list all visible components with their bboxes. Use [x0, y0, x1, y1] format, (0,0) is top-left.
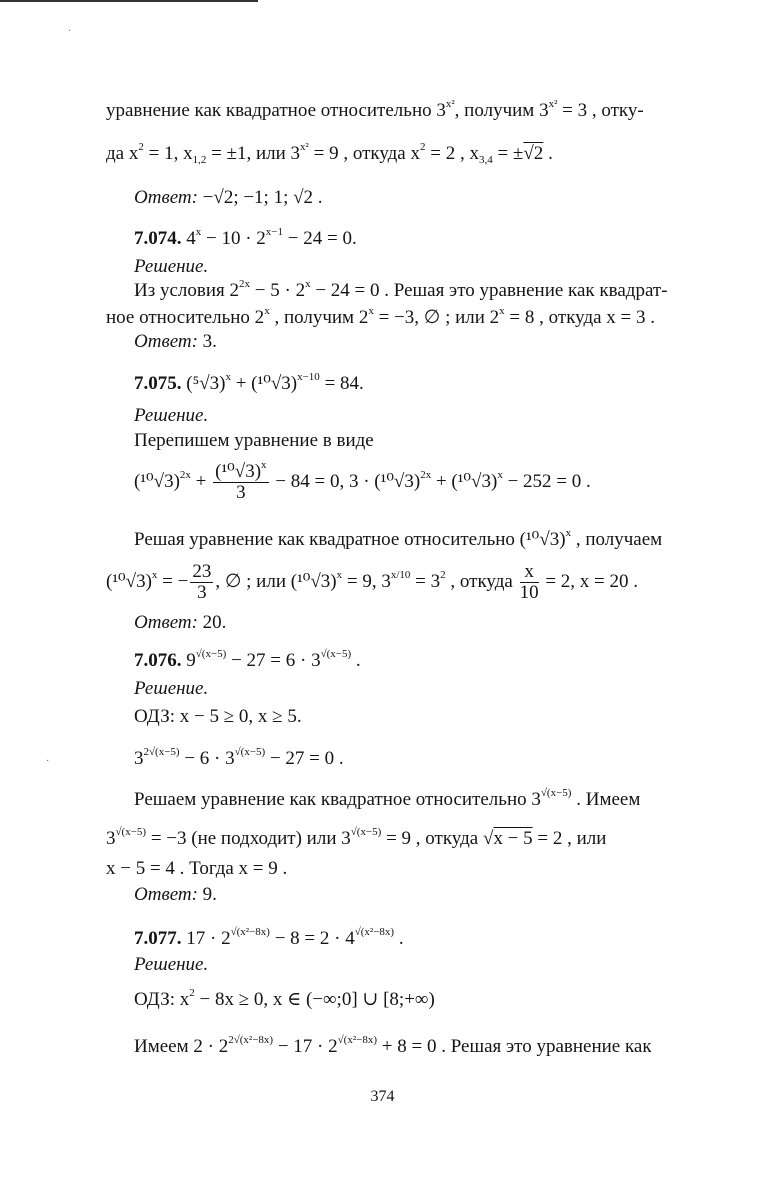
problem-7-075: 7.075. $(^5√3)^x + (^{10}√3)^{x-10} = 84$. [134, 371, 364, 394]
line-13: Решая уравнение как квадратное относительно $(^{10}√3)^x$ , получаем [134, 527, 663, 550]
answer-2: Ответ: 3. [134, 331, 217, 352]
line-1: уравнение как квадратное относительно $3^{x^2}$, получим $3^{x^2} = 3$ , отку- [106, 98, 644, 121]
problem-7-076: 7.076. $9^{√(x-5)} - 27 = 6 \cdot 3^{√(x-5)}$ . [134, 648, 361, 671]
problem-7-074: 7.074. $4^x - 10 \cdot 2^{x-1} - 24 = 0$. [134, 226, 357, 249]
solution-heading: Решение. [134, 256, 209, 277]
answer-3: Ответ: 20. [134, 612, 227, 633]
line-12: $(^{10}√3)^{2x}$ + $\frac{(^{10}√3)^x}{3}$ − 84 = 0, $3 \cdot (^{10}√3)^{2x} + (^{10}√3)^x - 252 = 0$ . [134, 459, 591, 503]
problem-7-077: 7.077. $17 \cdot 2^{√(x^2-8x)} - 8 = 2 \cdot 4^{√(x^2-8x)}$ . [134, 926, 404, 949]
speck: · [68, 26, 72, 37]
line-2: да $x^2 = 1$, $x_{1,2} = \pm 1$, или $3^{x^2} = 9$ , откуда $x^2 = 2$ , $x_{3,4} = \pm√2$ . [106, 141, 553, 166]
fraction: $\frac{x}{10}$ [519, 561, 539, 603]
line-27: Имеем $2 \cdot 2^{2√(x^2-8x)} - 17 \cdot 2^{√(x^2-8x)} + 8 = 0$ . Решая это уравнение как [134, 1034, 652, 1057]
line-26: ОДЗ: $x^2 - 8x \ge 0$, x ∈ (−∞;0] ∪ [8;+∞) [134, 987, 435, 1010]
answer-1: Ответ: −√2; −1; 1; √2 . [134, 187, 323, 208]
page-number: 374 [370, 1088, 395, 1105]
fraction: $\frac{(^{10}√3)^x}{3}$ [215, 459, 267, 503]
line-22: x − 5 = 4 . Тогда x = 9 . [106, 858, 288, 879]
line-19: $3^{2√(x-5)} - 6 \cdot 3^{√(x-5)} - 27 = 0$ . [134, 746, 344, 769]
solution-heading: Решение. [134, 678, 209, 699]
solution-heading: Решение. [134, 405, 209, 426]
line-14: $(^{10}√3)^x$ = − $\frac{23}{3}$ , ∅ ; или $(^{10}√3)^x = 9$, $3^{x/10} = 3^2$ , откуда $\frac{x}{10}$ = 2, x = 20 . [106, 561, 638, 603]
line-7: ное относительно 2$^x$ , получим $2^x = -3$, ∅ ; или $2^x = 8$ , откуда x = 3 . [106, 305, 656, 328]
line-21: $3^{√(x-5)} = -3$ (не подходит) или $3^{√(x-5)} = 9$ , откуда √x − 5 = 2 , или [106, 826, 607, 849]
line-20: Решаем уравнение как квадратное относительно $3^{√(x-5)}$ . Имеем [134, 787, 641, 810]
line-6: Из условия $2^{2x} - 5 \cdot 2^x - 24 = 0$ . Решая это уравнение как квадрат- [134, 278, 668, 301]
top-rule [0, 0, 258, 2]
line-18: ОДЗ: x − 5 ≥ 0, x ≥ 5. [134, 706, 302, 727]
answer-4: Ответ: 9. [134, 884, 217, 905]
fraction: $\frac{23}{3}$ [192, 561, 212, 603]
line-11: Перепишем уравнение в виде [134, 430, 374, 451]
solution-heading: Решение. [134, 954, 209, 975]
speck: · [46, 756, 50, 767]
